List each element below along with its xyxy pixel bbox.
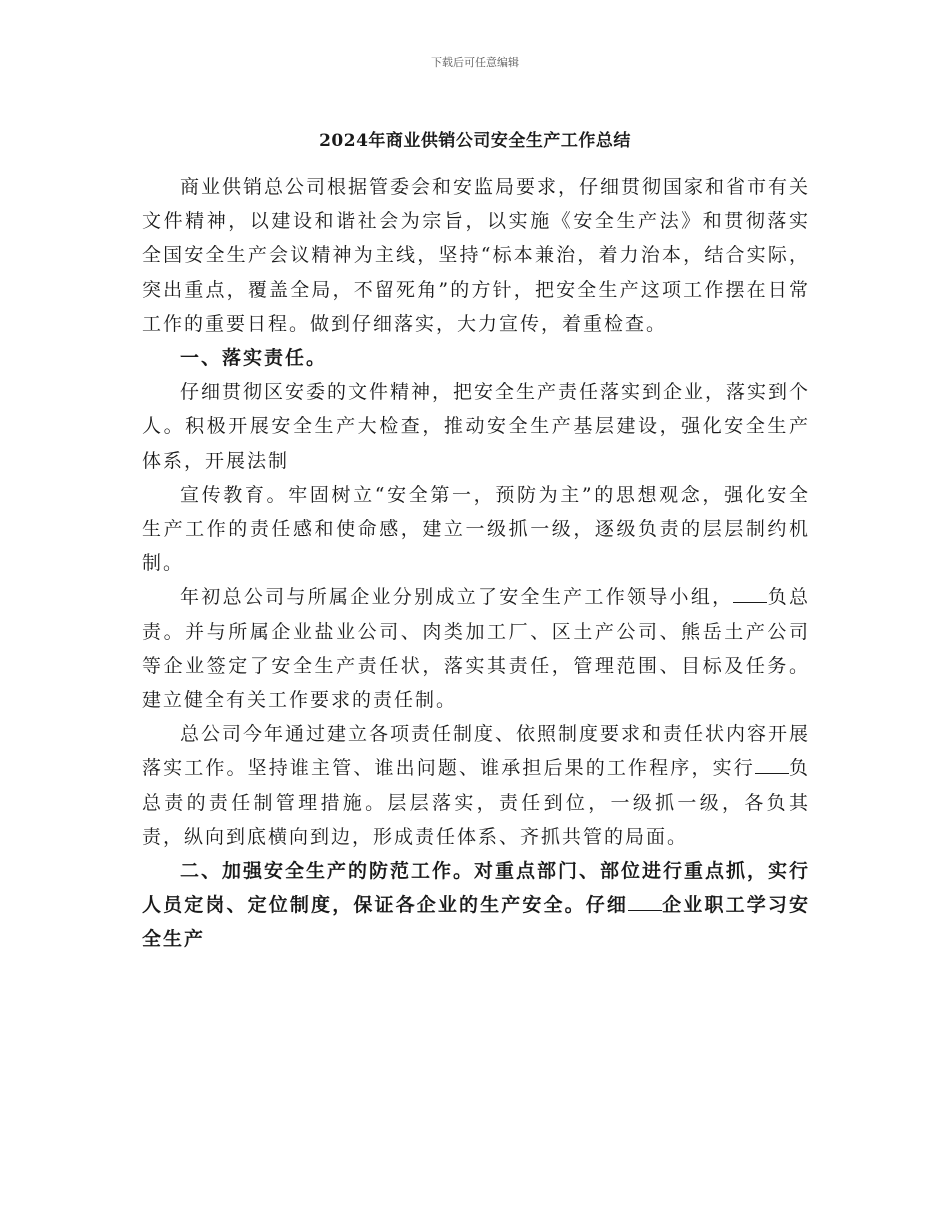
section-heading-2	[142, 854, 810, 957]
section-heading-1: 一、落实责任。	[180, 347, 328, 370]
section-heading-2-text-b: 企业职工学习安全生产	[142, 894, 810, 951]
blank-underline	[628, 892, 662, 911]
paragraph-4-text-b: 负总责的责任制管理措施。层层落实，责任到位，一级抓一级，各负其责，纵向到底横向到边，形成责任体系、齐抓共管的局面。	[142, 757, 810, 848]
blank-underline	[755, 755, 789, 774]
paragraph-3	[142, 580, 810, 717]
paragraph-3-text-a: 年初总公司与所属企业分别成立了安全生产工作领导小组，	[180, 586, 734, 609]
page-header: 下载后可任意编辑	[431, 56, 519, 69]
paragraph-intro: 商业供销总公司根据管委会和安监局要求，仔细贯彻国家和省市有关文件精神，以建设和谐社会为宗旨，以实施《安全生产法》和贯彻落实全国安全生产会议精神为主线，坚持“标本兼治，着力治本，结合实际，突出重点，覆盖全局，不留死角”的方针，把安全生产这项工作摆在日常工作的重要日程。做到仔细落实，大力宣传，着重检查。	[142, 176, 811, 335]
blank-underline	[733, 584, 767, 603]
paragraph-4-text-a: 总公司今年通过建立各项责任制度、依照制度要求和责任状内容开展落实工作。坚持谁主管、谁出问题、谁承担后果的工作程序，实行	[142, 723, 811, 780]
paragraph-3-text-b: 负总责。并与所属企业盐业公司、肉类加工厂、区土产公司、熊岳土产公司等企业签定了安全生产责任状，落实其责任，管理范围、目标及任务。建立健全有关工作要求的责任制。	[142, 586, 810, 712]
document-title: 2024年商业供销公司安全生产工作总结	[319, 131, 631, 151]
paragraph-2: 宣传教育。牢固树立“安全第一，预防为主”的思想观念，强化安全生产工作的责任感和使命感，建立一级抓一级，逐级负责的层层制约机制。	[142, 483, 810, 575]
paragraph-4	[142, 717, 810, 854]
document-body	[142, 170, 810, 957]
paragraph-1: 仔细贯彻区安委的文件精神，把安全生产责任落实到企业，落实到个人。积极开展安全生产大检查，推动安全生产基层建设，强化安全生产体系，开展法制	[142, 381, 811, 472]
section-heading-2-text-a: 二、加强安全生产的防范工作。对重点部门、部位进行重点抓，实行人员定岗、定位制度，保证各企业的生产安全。仔细	[142, 860, 811, 917]
